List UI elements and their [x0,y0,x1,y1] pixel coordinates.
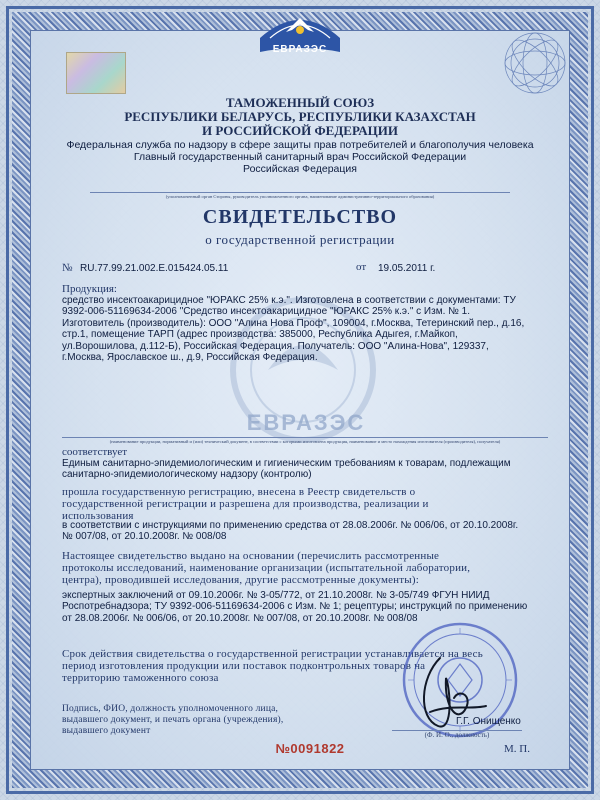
product-label: Продукция: [62,283,117,295]
agency-line-2: Главный государственный санитарный врач Российской Федерации [133,151,467,163]
statement-line: использования [62,510,134,522]
statement-line: государственной регистрации и разрешена для производства, реализации и [62,498,429,510]
product-line: г.Москва, Ярославское ш., д.9, Российская Федерация. [62,352,318,364]
signatory-name: Г.Г. Онищенко [456,716,521,727]
registration-statement [62,486,548,522]
watermark-text: ЕВРАЗЭС [246,410,366,435]
conforms-line: санитарно-эпидемиологическому надзору (контролю) [62,469,312,481]
date-label: от [356,261,367,273]
signature-label-line: выдавшего документ [62,726,151,736]
instructions-line: № 007/08, от 20.10.2008г. № 008/08 [62,531,227,543]
agency-line-1: Федеральная служба по надзору в сфере защиты прав потребителей и благополучия человека [66,139,534,151]
product-line: Изготовитель (производитель): ООО "Алина Нова Проф", 109004, г.Москва, Тетеринский пер., д.16, [62,317,525,329]
validity-line: период изготовления продукции или поставок подконтрольных товаров на [62,660,426,672]
number-label: № [62,262,73,274]
statement-line: прошла государственную регистрацию, внесена в Реестр свидетельств о [62,486,416,498]
serial-number: №0091822 [275,741,345,756]
header-caption: (уполномоченный орган Стороны, руководитель уполномоченного органа, наименование административно-территориального образования) [90,192,510,199]
product-block [62,295,548,363]
instructions-block [62,520,548,543]
registration-number: RU.77.99.21.002.E.015424.05.11 [80,263,229,274]
header-line-3: И РОССИЙСКОЙ ФЕДЕРАЦИИ [202,123,398,138]
header-line-1: ТАМОЖЕННЫЙ СОЮЗ [225,95,375,110]
validity-line: Срок действия свидетельства о государственной регистрации устанавливается на весь [62,648,483,660]
conforms-label: соответствует [62,446,128,458]
document-subtitle: о государственной регистрации [205,232,395,247]
product-caption: (наименование продукции, нормативный и (или) технический документ, в соответствии с которыми изготовлена продукция, наименование и место нахождения изготовителя (производителя), получателя) [62,437,548,444]
product-line: 9392-006-51169634-2006 "Средство инсектоакарицидное "ЮРАКС 25% к.э." с Изм. № 1. [62,306,470,318]
basis-value-line: экспертных заключений от 09.10.2006г. № 3-05/772, от 21.10.2008г. № 3-05/749 ФГУН НИИД [62,590,490,601]
basis-statement [62,550,548,586]
registration-date: 19.05.2011 г. [378,263,436,274]
basis-value-line: Роспотребнадзора; ТУ 9392-006-51169634-2006 с Изм. № 1; рецептуры; инструкций по применению [62,601,528,613]
product-line: стр.1, помещение ТАРП (адрес производства: 385000, Республика Адыгея, г.Майкоп, [62,329,458,341]
conforms-line: Единым санитарно-эпидемиологическим и гигиеническим требованиям к товарам, подлежащим [62,458,511,469]
product-line: ул.Ворошилова, д.112-Б), Российская Федерация. Получатель: ООО "Алина-Нова", 129337, [62,340,489,352]
seal-place-label: М. П. [504,743,530,755]
basis-value-line: от 28.08.2006г. № 006/06, от 20.10.2008г. № 007/08, от 20.10.2008г. № 008/08 [62,612,418,624]
hologram-sticker [66,52,126,94]
basis-line: протоколы исследований, наименование организации (испытательной лаборатории, [62,562,471,574]
basis-line: центра), проводившей исследования, другие рассмотренные документы): [62,574,419,586]
document-title: СВИДЕТЕЛЬСТВО [202,206,398,228]
signature-label-line: выдавшего документ, и печать органа (учреждения), [62,715,284,725]
signatory-caption: (Ф. И. О., должность) [392,730,522,739]
product-line: средство инсектоакарицидное "ЮРАКС 25% к.э.". Изготовлена в соответствии с документами: ТУ [62,295,516,306]
guilloche-rosette-icon [500,28,570,98]
eurasec-emblem-icon [256,8,344,68]
instructions-line: в соответствии с инструкциями по применению средства от 28.08.2006г. № 006/06, от 20.10.2008г. [62,520,519,531]
emblem-label: ЕВРАЗЭС [272,44,328,55]
validity-line: территорию таможенного союза [62,672,219,684]
conforms-block [62,458,548,481]
basis-line: Настоящее свидетельство выдано на основании (перечислить рассмотренные [62,550,440,562]
header-line-2: РЕСПУБЛИКИ БЕЛАРУСЬ, РЕСПУБЛИКИ КАЗАХСТАН [124,109,476,124]
signature-label [62,704,302,737]
signature-label-line: Подпись, ФИО, должность уполномоченного лица, [62,704,279,714]
agency-line-3: Российская Федерация [243,163,357,175]
